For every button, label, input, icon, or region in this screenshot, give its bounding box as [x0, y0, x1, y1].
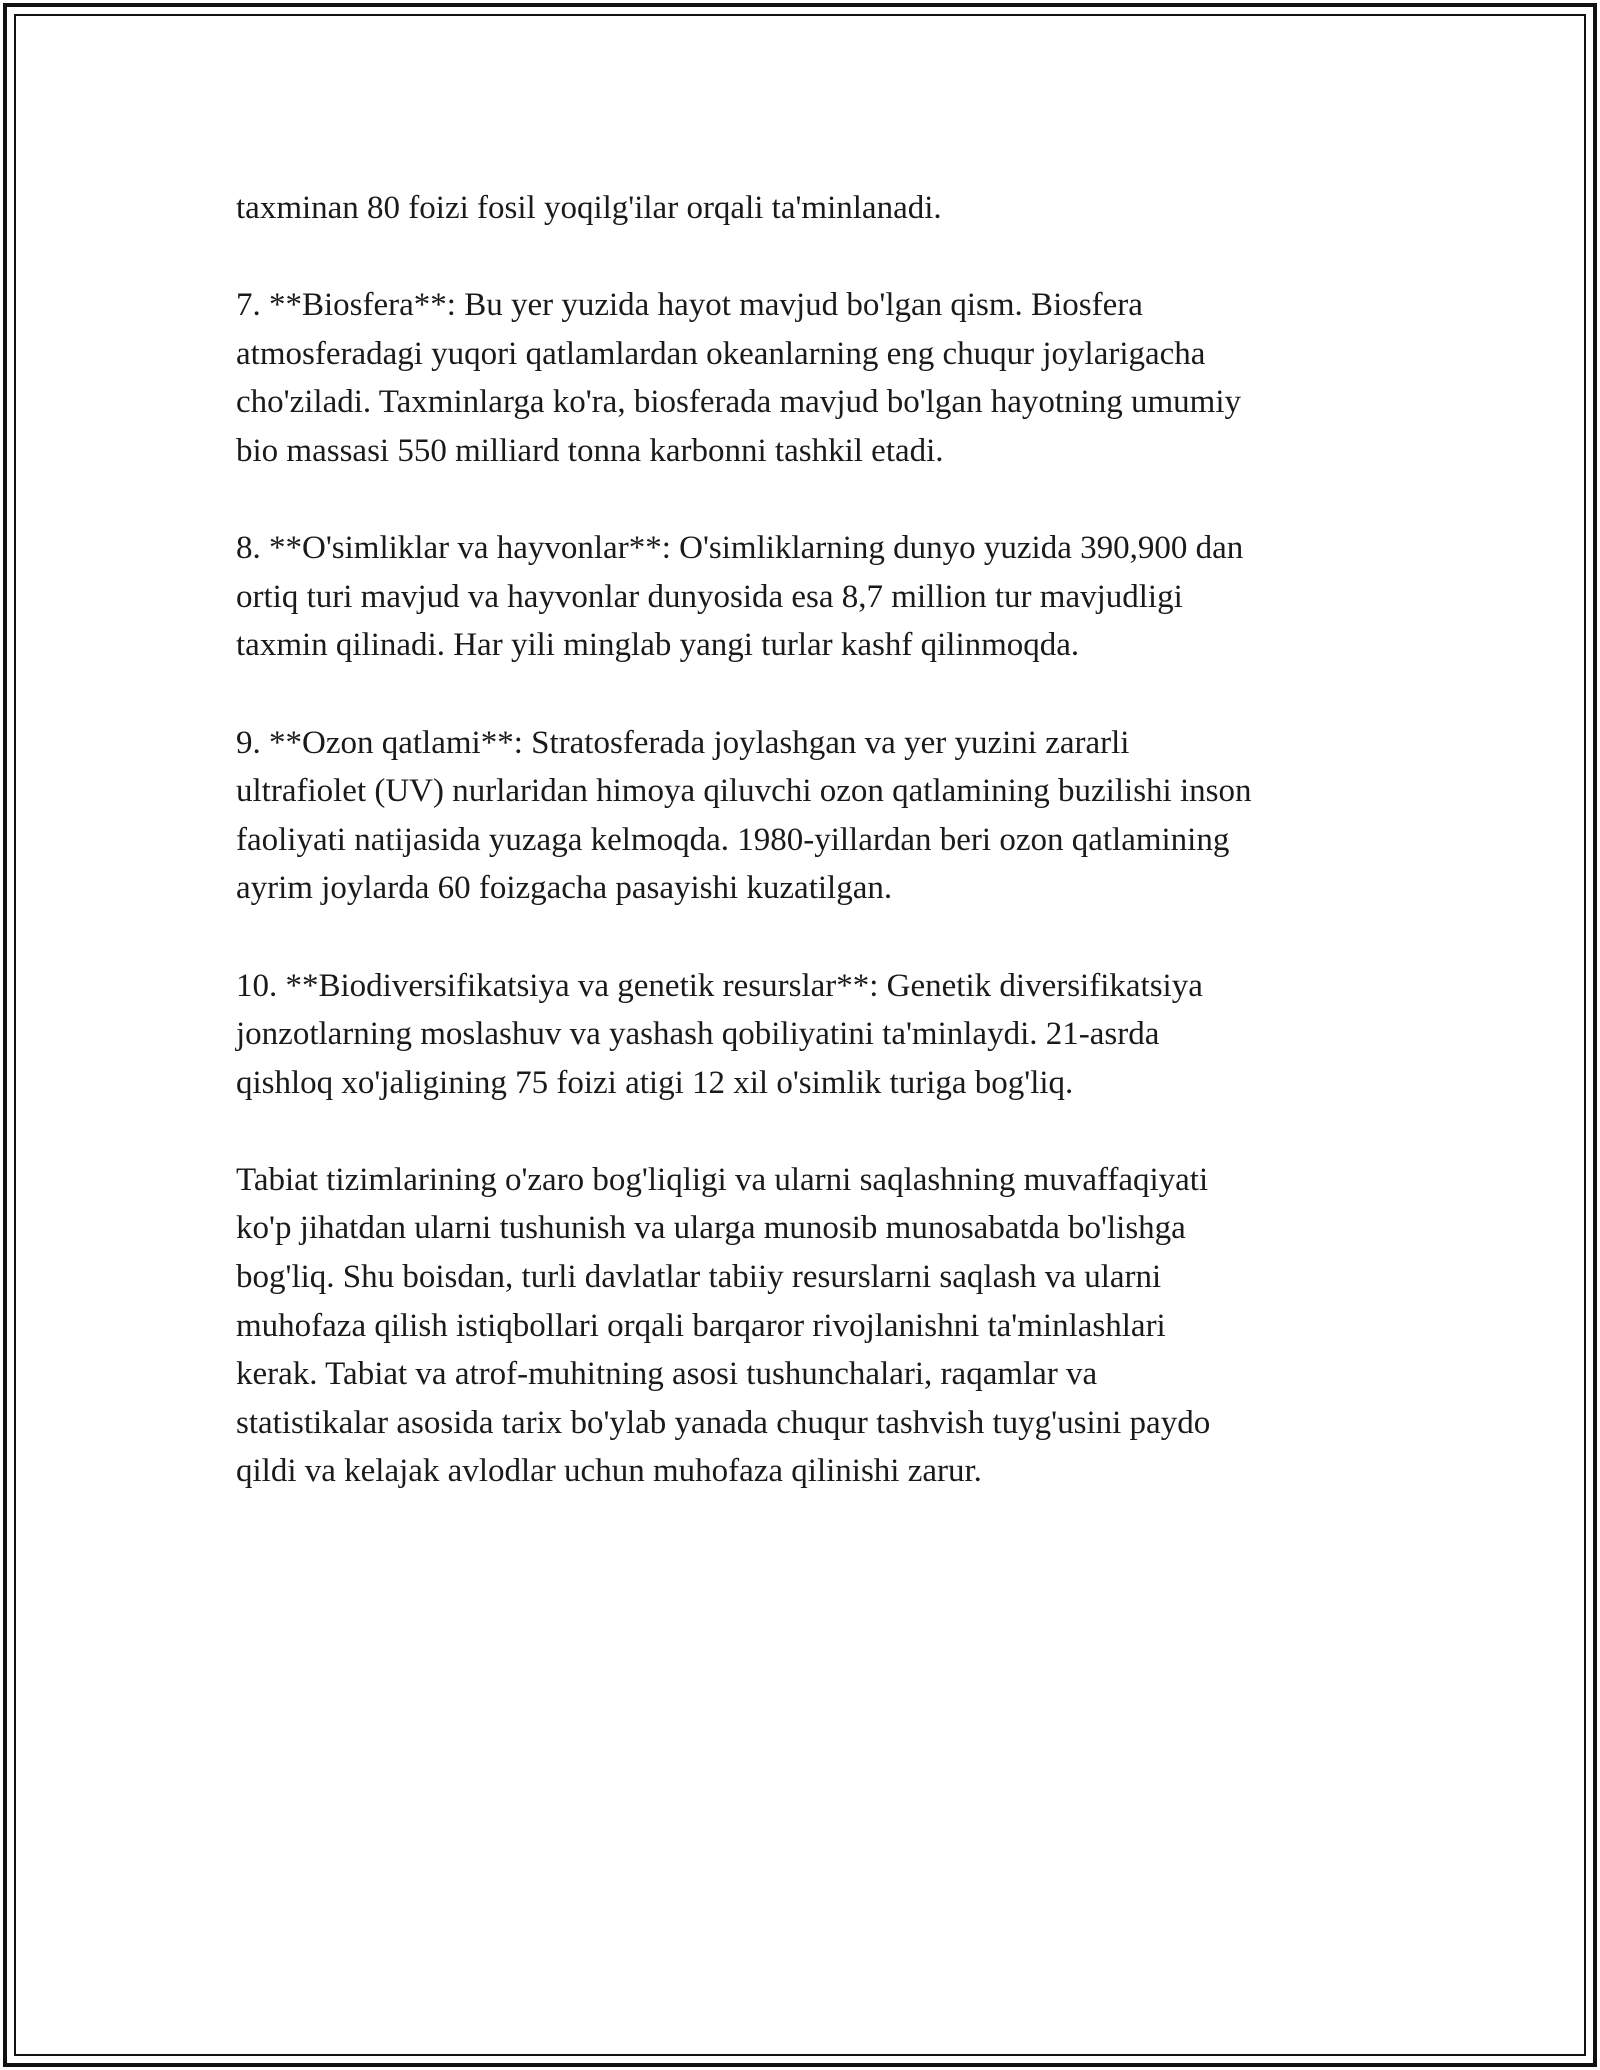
- paragraph-ozon-qatlami: 9. **Ozon qatlami**: Stratosferada joylashgan va yer yuzini zararli ultrafiolet (UV) nurlaridan himoya qiluvchi ozon qatlamining buzilishi inson faoliyati natijasida yuzaga kelmoqda. 1980-yillardan beri ozon qatlamining ayrim joylarda 60 foizgacha pasayishi kuzatilgan.: [236, 724, 1252, 907]
- paragraph-biosfera: 7. **Biosfera**: Bu yer yuzida hayot mavjud bo'lgan qism. Biosfera atmosferadagi yuqori qatlamlardan okeanlarning eng chuqur joylarigacha cho'ziladi. Taxminlarga ko'ra, biosferada mavjud bo'lgan hayotning umumiy bio massasi 550 milliard tonna karbonni tashkil etadi.: [236, 287, 1241, 469]
- paragraph-biodiversifikatsiya: 10. **Biodiversifikatsiya va genetik resurslar**: Genetik diversifikatsiya jonzotlarning moslashuv va yashash qobiliyatini ta'minlaydi. 21-asrda qishloq xo'jaligining 75 foizi atigi 12 xil o'simlik turiga bog'liq.: [236, 967, 1203, 1101]
- document-body: [236, 184, 1396, 1545]
- paragraph-osimliklar-hayvonlar: 8. **O'simliklar va hayvonlar**: O'simliklarning dunyo yuzida 390,900 dan ortiq turi mavjud va hayvonlar dunyosida esa 8,7 million tur mavjudligi taxmin qilinadi. Har yili minglab yangi turlar kashf qilinmoqda.: [236, 530, 1244, 664]
- paragraph-conclusion: Tabiat tizimlarining o'zaro bog'liqligi va ularni saqlashning muvaffaqiyati ko'p jihatdan ularni tushunish va ularga munosib munosabatda bo'lishga bog'liq. Shu boisdan, turli davlatlar tabiiy resurslarni saqlash va ularni muhofaza qilish istiqbollari orqali barqaror rivojlanishni ta'minlashlari kerak. Tabiat va atrof-muhitning asosi tushunchalari, raqamlar va statistikalar asosida tarix bo'ylab yanada chuqur tashvish tuyg'usini paydo qildi va kelajak avlodlar uchun muhofaza qilinishi zarur.: [236, 1161, 1211, 1490]
- paragraph-energy-continuation: taxminan 80 foizi fosil yoqilg'ilar orqali ta'minlanadi.: [236, 190, 942, 226]
